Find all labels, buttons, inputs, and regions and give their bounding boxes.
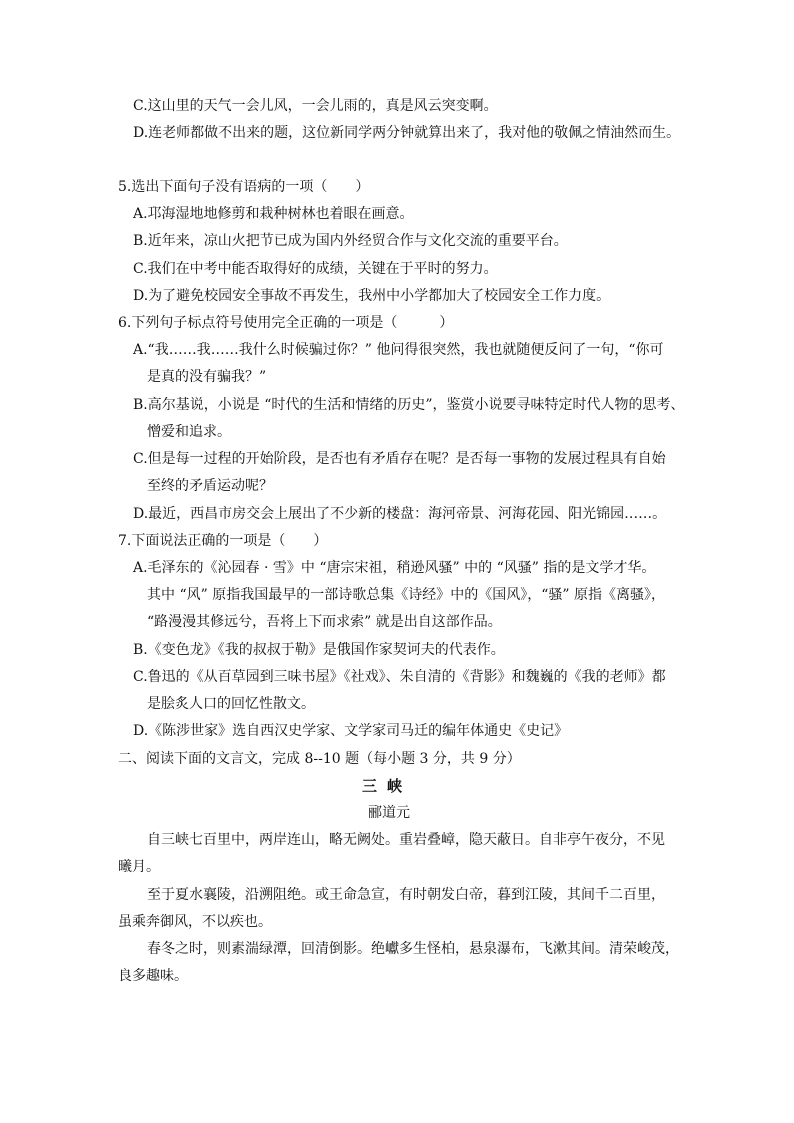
q7-option-c-line1: C.鲁迅的《从百草园到三味书屋》《社戏》、朱自清的《背影》和魏巍的《我的老师》都 [133,669,666,685]
q6-option-b-line2: 憎爱和追求。 [147,424,231,440]
passage-paragraph-2-line1: 至于夏水襄陵，沿溯阻绝。或王命急宣，有时朝发白帝，暮到江陵，其间千二百里， [147,887,665,903]
passage-title: 三峡 [362,777,413,795]
q6-option-a-line2: 是真的没有骗我？” [147,369,267,385]
q5-stem: 5.选出下面句子没有语病的一项（ ） [118,179,370,195]
passage-paragraph-3-line1: 春冬之时，则素湍绿潭，回清倒影。绝巘多生怪柏，悬泉瀑布，飞漱其间。清荣峻茂， [147,941,679,957]
q7-option-a-line3: “路漫漫其修远兮，吾将上下而求索” 就是出自这部作品。 [147,614,502,630]
q7-stem: 7.下面说法正确的一项是（ ） [118,533,328,549]
section-two-heading: 二、阅读下面的文言文，完成 8--10 题（每小题 3 分，共 9 分） [118,751,521,767]
q6-option-b-line1: B.高尔基说，小说是 “时代的生活和情绪的历史”，鉴赏小说要寻味特定时代人物的思考、 [133,397,685,413]
passage-paragraph-2-line2: 虽乘奔御风，不以疾也。 [118,914,272,930]
passage-paragraph-1-line2: 曦月。 [118,859,160,875]
q7-option-c-line2: 是脍炙人口的回忆性散文。 [147,696,315,712]
q4-option-c: C.这山里的天气一会儿风，一会儿雨的，真是风云突变啊。 [133,98,498,114]
passage-paragraph-3-line2: 良多趣味。 [118,968,188,984]
passage-author: 郦道元 [368,805,410,821]
q7-option-a-line1: A.毛泽东的《沁园春 · 雪》中 “唐宗宋祖，稍逊风骚” 中的 “风骚” 指的是文学才华。 [133,560,656,576]
q6-stem: 6.下列句子标点符号使用完全正确的一项是（ ） [118,315,454,331]
q6-option-c-line1: C.但是每一过程的开始阶段，是否也有矛盾存在呢？是否每一事物的发展过程具有自始 [133,451,666,467]
q6-option-d: D.最近，西昌市房交会上展出了不少新的楼盘：海河帝景、河海花园、阳光锦园……。 [133,506,667,522]
q5-option-a: A.邛海湿地地修剪和栽种树林也着眼在画意。 [133,206,414,222]
q7-option-b: B.《变色龙》《我的叔叔于勒》是俄国作家契诃夫的代表作。 [133,642,505,658]
q6-option-a-line1: A.“我……我……我什么时候骗过你？” 他问得很突然，我也就随便反问了一句，“你可 [133,342,664,358]
passage-paragraph-1-line1: 自三峡七百里中，两岸连山，略无阙处。重岩叠嶂，隐天蔽日。自非亭午夜分，不见 [147,832,665,848]
q6-option-c-line2: 至终的矛盾运动呢？ [147,478,273,494]
q5-option-b: B.近年来，凉山火把节已成为国内外经贸合作与文化交流的重要平台。 [133,233,568,249]
q7-option-a-line2: 其中 “风” 原指我国最早的一部诗歌总集《诗经》中的《国风》，“骚” 原指《离骚》， [147,587,665,603]
q4-option-d: D.连老师都做不出来的题，这位新同学两分钟就算出来了，我对他的敬佩之情油然而生。 [133,125,681,141]
q5-option-c: C.我们在中考中能否取得好的成绩，关键在于平时的努力。 [133,261,498,277]
q5-option-d: D.为了避免校园安全事故不再发生，我州中小学都加大了校园安全工作力度。 [133,288,611,304]
q7-option-d: D.《陈涉世家》选自西汉史学家、文学家司马迁的编年体通史《史记》 [133,723,569,739]
